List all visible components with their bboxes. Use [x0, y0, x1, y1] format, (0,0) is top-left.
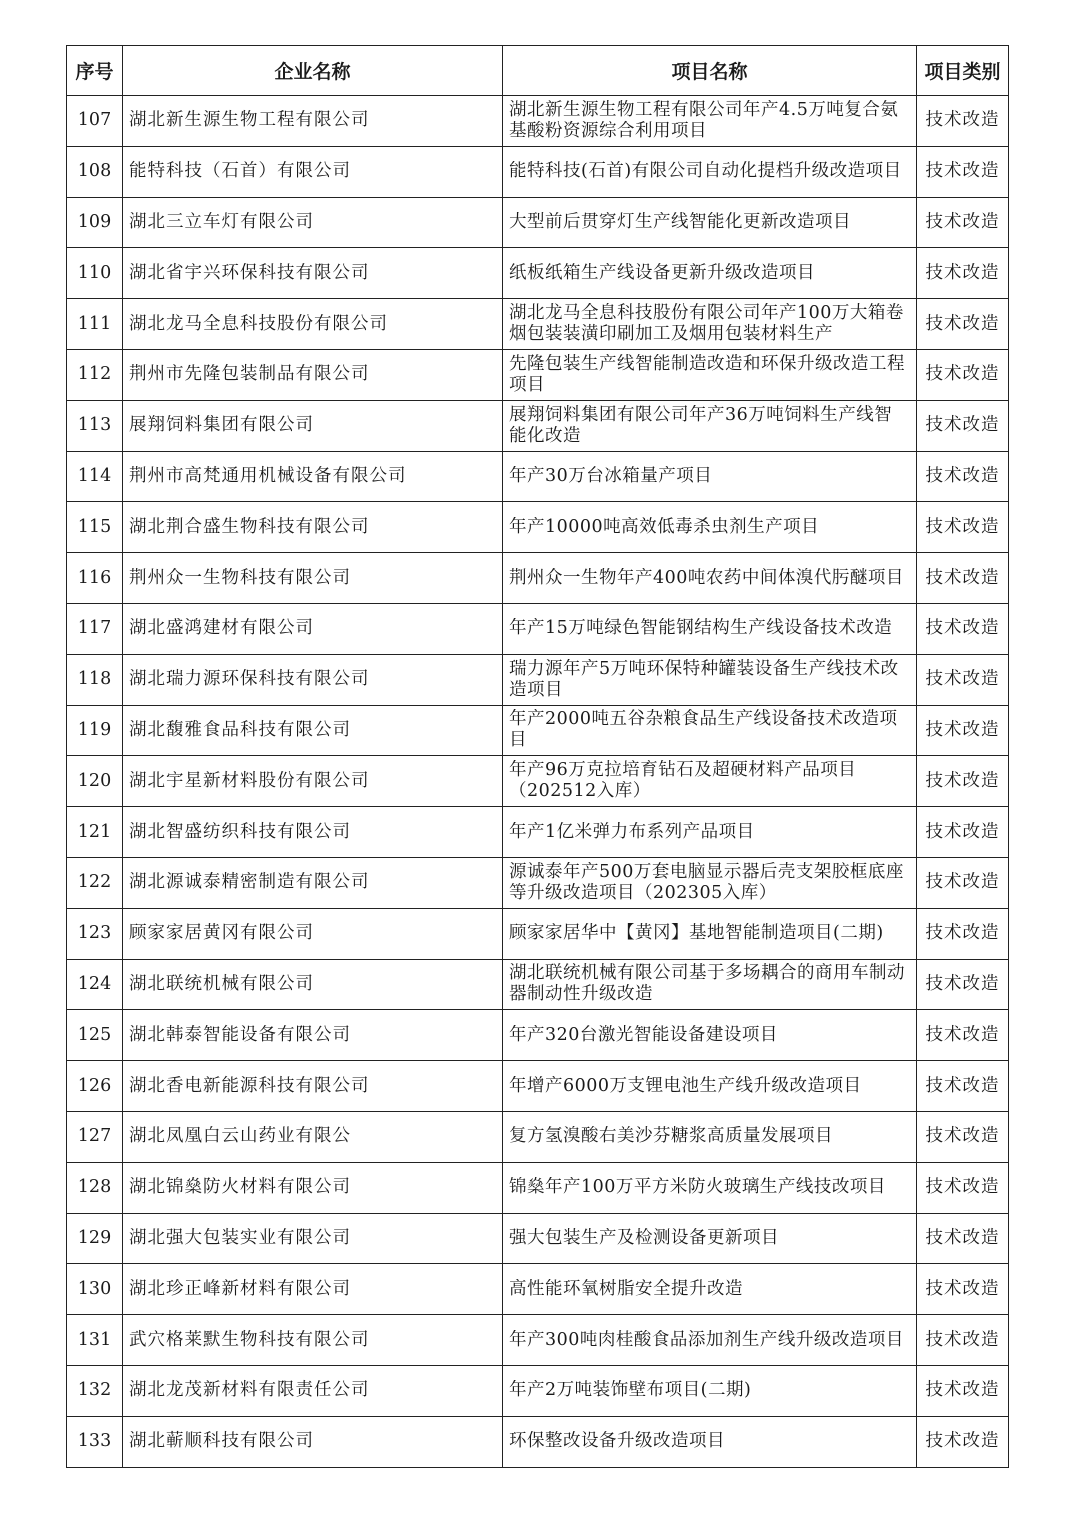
cell-project-type: 技术改造 — [917, 1061, 1009, 1112]
table-row — [67, 857, 1009, 908]
cell-serial-no: 108 — [67, 146, 123, 197]
cell-serial-no: 133 — [67, 1416, 123, 1467]
cell-company-name: 湖北龙茂新材料有限责任公司 — [123, 1365, 503, 1416]
project-name-text: 锦燊年产100万平方米防火玻璃生产线技改项目 — [509, 1177, 886, 1198]
cell-serial-no: 131 — [67, 1315, 123, 1366]
cell-serial-no: 113 — [67, 400, 123, 451]
project-name-text: 高性能环氧树脂安全提升改造 — [509, 1278, 743, 1299]
table-row — [67, 1315, 1009, 1366]
project-name-text: 年产15万吨绿色智能钢结构生产线设备技术改造 — [509, 618, 893, 639]
project-name-text: 纸板纸箱生产线设备更新升级改造项目 — [509, 262, 815, 283]
table-row — [67, 1416, 1009, 1467]
cell-company-name: 湖北三立车灯有限公司 — [123, 197, 503, 248]
cell-project-name — [503, 197, 917, 248]
cell-project-type: 技术改造 — [917, 299, 1009, 350]
cell-serial-no: 109 — [67, 197, 123, 248]
header-project-type: 项目类别 — [917, 46, 1009, 96]
cell-project-name — [503, 349, 917, 400]
cell-serial-no: 111 — [67, 299, 123, 350]
cell-serial-no: 115 — [67, 502, 123, 553]
cell-serial-no: 114 — [67, 451, 123, 502]
table-row — [67, 96, 1009, 147]
project-name-text: 年产300吨肉桂酸食品添加剂生产线升级改造项目 — [509, 1329, 904, 1350]
cell-project-name — [503, 400, 917, 451]
cell-serial-no: 130 — [67, 1264, 123, 1315]
table-row — [67, 1365, 1009, 1416]
cell-company-name: 展翔饲料集团有限公司 — [123, 400, 503, 451]
table-row — [67, 451, 1009, 502]
project-name-text: 年产2000吨五谷杂粮食品生产线设备技术改造项目 — [509, 709, 898, 751]
cell-company-name: 能特科技（石首）有限公司 — [123, 146, 503, 197]
cell-project-name — [503, 553, 917, 604]
cell-project-name — [503, 1061, 917, 1112]
cell-project-name — [503, 299, 917, 350]
cell-project-type: 技术改造 — [917, 1111, 1009, 1162]
cell-company-name: 湖北馥雅食品科技有限公司 — [123, 705, 503, 756]
cell-project-name — [503, 756, 917, 807]
cell-project-type: 技术改造 — [917, 756, 1009, 807]
cell-company-name: 湖北珍正峰新材料有限公司 — [123, 1264, 503, 1315]
project-name-text: 顾家家居华中【黄冈】基地智能制造项目(二期) — [509, 923, 884, 944]
table-body — [67, 96, 1009, 1468]
cell-project-type: 技术改造 — [917, 1010, 1009, 1061]
cell-project-type: 技术改造 — [917, 349, 1009, 400]
cell-project-type: 技术改造 — [917, 857, 1009, 908]
header-project-name: 项目名称 — [503, 46, 917, 96]
header-company-name: 企业名称 — [123, 46, 503, 96]
cell-serial-no: 125 — [67, 1010, 123, 1061]
cell-project-type: 技术改造 — [917, 248, 1009, 299]
cell-company-name: 湖北智盛纺织科技有限公司 — [123, 807, 503, 858]
project-name-text: 年产10000吨高效低毒杀虫剂生产项目 — [509, 516, 820, 537]
cell-project-name — [503, 654, 917, 705]
cell-serial-no: 119 — [67, 705, 123, 756]
project-name-text: 年产1亿米弹力布系列产品项目 — [509, 821, 755, 842]
cell-project-type: 技术改造 — [917, 197, 1009, 248]
table-row — [67, 146, 1009, 197]
cell-project-name — [503, 1213, 917, 1264]
table-row — [67, 654, 1009, 705]
project-name-text: 先隆包装生产线智能制造改造和环保升级改造工程项目 — [509, 353, 905, 395]
cell-project-type: 技术改造 — [917, 908, 1009, 959]
cell-company-name: 湖北韩泰智能设备有限公司 — [123, 1010, 503, 1061]
cell-project-type: 技术改造 — [917, 502, 1009, 553]
cell-company-name: 湖北龙马全息科技股份有限公司 — [123, 299, 503, 350]
table-row — [67, 248, 1009, 299]
cell-project-name — [503, 1010, 917, 1061]
cell-project-type: 技术改造 — [917, 705, 1009, 756]
project-name-text: 强大包装生产及检测设备更新项目 — [509, 1227, 779, 1248]
cell-project-type: 技术改造 — [917, 451, 1009, 502]
project-name-text: 瑞力源年产5万吨环保特种罐装设备生产线技术改造项目 — [509, 658, 899, 700]
cell-project-name — [503, 705, 917, 756]
cell-project-type: 技术改造 — [917, 1264, 1009, 1315]
cell-serial-no: 116 — [67, 553, 123, 604]
project-name-text: 湖北新生源生物工程有限公司年产4.5万吨复合氨基酸粉资源综合利用项目 — [509, 99, 899, 141]
table-row — [67, 299, 1009, 350]
table-row — [67, 1213, 1009, 1264]
cell-company-name: 武穴格莱默生物科技有限公司 — [123, 1315, 503, 1366]
project-name-text: 源诚泰年产500万套电脑显示器后壳支架胶框底座等升级改造项目（202305入库） — [509, 861, 904, 903]
cell-serial-no: 121 — [67, 807, 123, 858]
cell-serial-no: 107 — [67, 96, 123, 147]
table-row — [67, 807, 1009, 858]
cell-project-type: 技术改造 — [917, 1365, 1009, 1416]
cell-serial-no: 123 — [67, 908, 123, 959]
cell-project-type: 技术改造 — [917, 1315, 1009, 1366]
cell-project-type: 技术改造 — [917, 1162, 1009, 1213]
table-row — [67, 553, 1009, 604]
project-name-text: 展翔饲料集团有限公司年产36万吨饲料生产线智能化改造 — [509, 404, 893, 446]
project-name-text: 荆州众一生物年产400吨农药中间体溴代肟醚项目 — [509, 567, 904, 588]
project-name-text: 能特科技(石首)有限公司自动化提档升级改造项目 — [509, 161, 902, 182]
cell-project-name — [503, 1315, 917, 1366]
cell-project-name — [503, 908, 917, 959]
cell-company-name: 湖北蕲顺科技有限公司 — [123, 1416, 503, 1467]
table-header-row — [67, 46, 1009, 96]
cell-serial-no: 110 — [67, 248, 123, 299]
cell-serial-no: 127 — [67, 1111, 123, 1162]
header-serial-no: 序号 — [67, 46, 123, 96]
cell-project-name — [503, 502, 917, 553]
cell-company-name: 荆州市先隆包装制品有限公司 — [123, 349, 503, 400]
project-name-text: 复方氢溴酸右美沙芬糖浆高质量发展项目 — [509, 1126, 833, 1147]
cell-company-name: 湖北联统机械有限公司 — [123, 959, 503, 1010]
cell-company-name: 湖北荆合盛生物科技有限公司 — [123, 502, 503, 553]
table-row — [67, 1162, 1009, 1213]
project-name-text: 湖北龙马全息科技股份有限公司年产100万大箱卷烟包装装潢印刷加工及烟用包装材料生产 — [509, 303, 904, 345]
table-row — [67, 1061, 1009, 1112]
cell-project-name — [503, 146, 917, 197]
cell-project-name — [503, 451, 917, 502]
cell-project-type: 技术改造 — [917, 603, 1009, 654]
cell-company-name: 湖北香电新能源科技有限公司 — [123, 1061, 503, 1112]
table-row — [67, 959, 1009, 1010]
cell-serial-no: 118 — [67, 654, 123, 705]
table-row — [67, 349, 1009, 400]
cell-project-type: 技术改造 — [917, 146, 1009, 197]
table-row — [67, 756, 1009, 807]
cell-serial-no: 122 — [67, 857, 123, 908]
table-row — [67, 908, 1009, 959]
cell-serial-no: 117 — [67, 603, 123, 654]
table-row — [67, 502, 1009, 553]
cell-serial-no: 112 — [67, 349, 123, 400]
project-list-table — [66, 45, 1009, 1468]
cell-project-name — [503, 1162, 917, 1213]
cell-project-type: 技术改造 — [917, 1416, 1009, 1467]
table-row — [67, 197, 1009, 248]
project-name-text: 年产2万吨装饰壁布项目(二期) — [509, 1380, 752, 1401]
cell-company-name: 湖北宇星新材料股份有限公司 — [123, 756, 503, 807]
cell-project-type: 技术改造 — [917, 959, 1009, 1010]
cell-project-type: 技术改造 — [917, 96, 1009, 147]
table-row — [67, 1264, 1009, 1315]
cell-project-name — [503, 603, 917, 654]
project-name-text: 湖北联统机械有限公司基于多场耦合的商用车制动器制动性升级改造 — [509, 963, 905, 1005]
cell-project-type: 技术改造 — [917, 807, 1009, 858]
table-row — [67, 705, 1009, 756]
cell-project-name — [503, 96, 917, 147]
cell-company-name: 湖北凤凰白云山药业有限公 — [123, 1111, 503, 1162]
cell-company-name: 湖北锦燊防火材料有限公司 — [123, 1162, 503, 1213]
cell-project-name — [503, 1264, 917, 1315]
cell-serial-no: 126 — [67, 1061, 123, 1112]
cell-serial-no: 132 — [67, 1365, 123, 1416]
cell-project-type: 技术改造 — [917, 400, 1009, 451]
project-name-text: 年产30万台冰箱量产项目 — [509, 465, 713, 486]
cell-company-name: 湖北盛鸿建材有限公司 — [123, 603, 503, 654]
project-name-text: 年产96万克拉培育钻石及超硬材料产品项目（202512入库） — [509, 760, 857, 802]
cell-project-name — [503, 959, 917, 1010]
cell-serial-no: 129 — [67, 1213, 123, 1264]
cell-company-name: 荆州众一生物科技有限公司 — [123, 553, 503, 604]
cell-project-name — [503, 807, 917, 858]
project-name-text: 大型前后贯穿灯生产线智能化更新改造项目 — [509, 211, 851, 232]
cell-serial-no: 124 — [67, 959, 123, 1010]
cell-company-name: 湖北瑞力源环保科技有限公司 — [123, 654, 503, 705]
table-row — [67, 603, 1009, 654]
table-row — [67, 1010, 1009, 1061]
cell-project-name — [503, 1365, 917, 1416]
cell-project-type: 技术改造 — [917, 654, 1009, 705]
project-name-text: 环保整改设备升级改造项目 — [509, 1431, 725, 1452]
project-name-text: 年产320台激光智能设备建设项目 — [509, 1024, 778, 1045]
cell-project-type: 技术改造 — [917, 553, 1009, 604]
cell-company-name: 湖北源诚泰精密制造有限公司 — [123, 857, 503, 908]
cell-company-name: 湖北省宇兴环保科技有限公司 — [123, 248, 503, 299]
table-row — [67, 400, 1009, 451]
cell-project-name — [503, 248, 917, 299]
cell-company-name: 荆州市高梵通用机械设备有限公司 — [123, 451, 503, 502]
cell-project-name — [503, 1416, 917, 1467]
cell-company-name: 湖北新生源生物工程有限公司 — [123, 96, 503, 147]
table-row — [67, 1111, 1009, 1162]
cell-company-name: 湖北强大包装实业有限公司 — [123, 1213, 503, 1264]
cell-serial-no: 120 — [67, 756, 123, 807]
cell-project-type: 技术改造 — [917, 1213, 1009, 1264]
cell-serial-no: 128 — [67, 1162, 123, 1213]
project-name-text: 年增产6000万支锂电池生产线升级改造项目 — [509, 1075, 862, 1096]
cell-project-name — [503, 1111, 917, 1162]
cell-project-name — [503, 857, 917, 908]
cell-company-name: 顾家家居黄冈有限公司 — [123, 908, 503, 959]
